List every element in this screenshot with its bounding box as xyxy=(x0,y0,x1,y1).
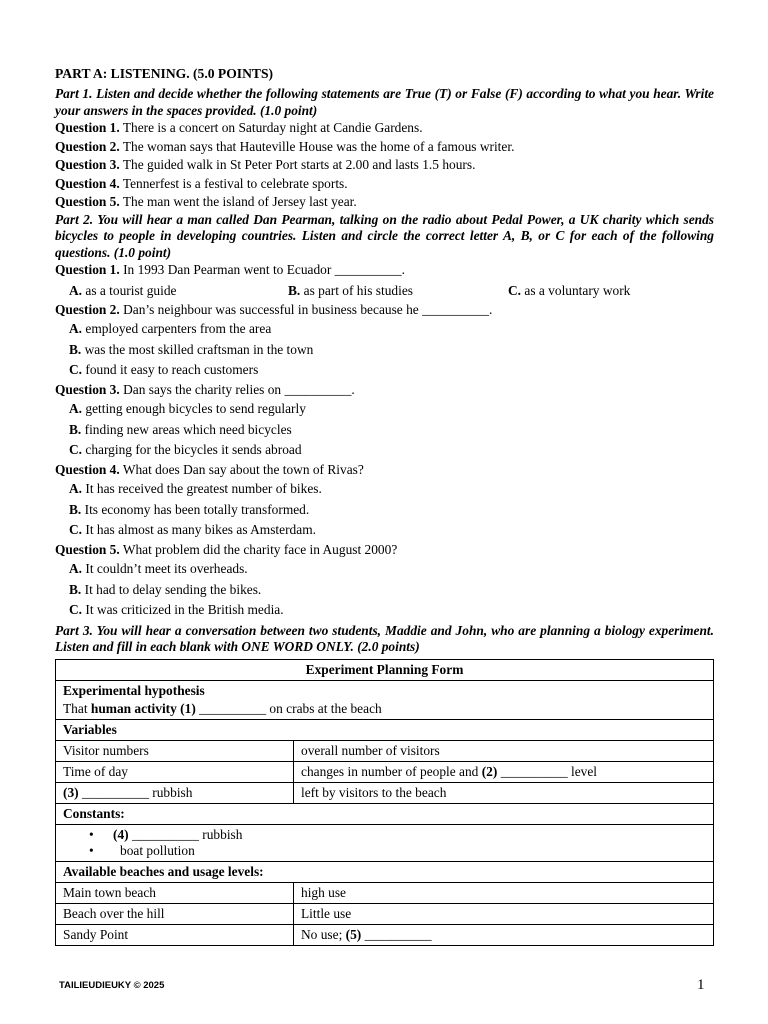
part1-question-5: Question 5. The man went the island of Jersey last year. xyxy=(55,194,357,209)
part1-questions xyxy=(55,119,714,212)
option-a[interactable]: A. as a tourist guide xyxy=(69,282,177,298)
blank-4[interactable]: __________ rubbish xyxy=(128,826,243,842)
table-row: (3) __________ rubbish left by visitors to the beach xyxy=(56,782,714,803)
list-item: • boat pollution xyxy=(89,842,195,858)
part2-question-3: Question 3. Dan says the charity relies on __________. xyxy=(55,381,355,397)
option-a[interactable]: A. It has received the greatest number of bikes. xyxy=(69,481,322,496)
option-b[interactable]: B. as part of his studies xyxy=(288,282,413,298)
part2-question-2: Question 2. Dan’s neighbour was successful in business because he __________. xyxy=(55,301,493,317)
blank-1[interactable]: __________ on crabs at the beach xyxy=(195,700,382,716)
option-b[interactable]: B. finding new areas which need bicycles xyxy=(69,421,292,437)
experiment-planning-form xyxy=(55,659,714,946)
part2-question-4: Question 4. What does Dan say about the town of Rivas? xyxy=(55,461,364,477)
part1-question-3: Question 3. The guided walk in St Peter Port starts at 2.00 and lasts 1.5 hours. xyxy=(55,157,476,172)
table-row: Beach over the hill Little use xyxy=(56,903,714,924)
option-c[interactable]: C. charging for the bicycles it sends abroad xyxy=(69,442,302,457)
table-row: Visitor numbers overall number of visitors xyxy=(56,740,714,761)
part2-instruction: Part 2. You will hear a man called Dan Pearman, talking on the radio about Pedal Power, a UK charity which sends bicycles to people in developing countries. Listen and circle the correct letter A, B, or C for each of the following questions. (1.0 point) xyxy=(55,211,714,260)
list-item: • (4) __________ rubbish xyxy=(89,826,243,842)
hypothesis-heading: Experimental hypothesis xyxy=(63,682,205,698)
table-row: Sandy Point No use; (5) __________ xyxy=(56,924,714,945)
option-c[interactable]: C. It has almost as many bikes as Amsterdam. xyxy=(69,522,316,537)
footer-brand: TAILIEUDIEUKY © 2025 xyxy=(59,980,165,991)
constants-list-cell xyxy=(56,824,714,861)
blank-5[interactable]: __________ xyxy=(361,926,432,942)
option-a[interactable]: A. getting enough bicycles to send regularly xyxy=(69,401,306,416)
hypothesis-cell xyxy=(56,680,714,719)
option-a[interactable]: A. It couldn’t meet its overheads. xyxy=(69,561,248,576)
option-c[interactable]: C. It was criticized in the British media. xyxy=(69,602,284,617)
part2-q1-options xyxy=(69,280,714,301)
option-a[interactable]: A. employed carpenters from the area xyxy=(69,321,272,336)
variables-heading: Variables xyxy=(56,719,714,740)
part3-instruction: Part 3. You will hear a conversation between two students, Maddie and John, who are planning a biology experiment. Listen and fill in each blank with ONE WORD ONLY. (2.0 points) xyxy=(55,622,714,654)
table-row: Main town beach high use xyxy=(56,882,714,903)
part2-question-5: Question 5. What problem did the charity face in August 2000? xyxy=(55,541,398,557)
table-row: Time of day changes in number of people and (2) __________ level xyxy=(56,761,714,782)
part2-question-1: Question 1. In 1993 Dan Pearman went to Ecuador __________. xyxy=(55,262,405,277)
constants-heading: Constants: xyxy=(56,803,714,824)
part1-question-2: Question 2. The woman says that Hauteville House was the home of a famous writer. xyxy=(55,138,515,154)
option-b[interactable]: B. was the most skilled craftsman in the town xyxy=(69,341,314,357)
content xyxy=(55,66,714,946)
part1-instruction: Part 1. Listen and decide whether the following statements are True (T) or False (F) according to what you hear. Write your answers in the spaces provided. (1.0 point) xyxy=(55,86,714,118)
option-c[interactable]: C. as a voluntary work xyxy=(508,282,631,298)
form-title: Experiment Planning Form xyxy=(56,659,714,680)
option-b[interactable]: B. Its economy has been totally transformed. xyxy=(69,501,310,517)
page-number: 1 xyxy=(697,977,705,993)
beaches-heading: Available beaches and usage levels: xyxy=(56,861,714,882)
blank-3[interactable]: __________ rubbish xyxy=(78,784,193,800)
part1-question-1: Question 1. There is a concert on Saturday night at Candie Gardens. xyxy=(55,120,423,135)
constants-list xyxy=(63,827,706,859)
part-a-heading: PART A: LISTENING. (5.0 POINTS) xyxy=(55,66,274,81)
option-b[interactable]: B. It had to delay sending the bikes. xyxy=(69,581,262,597)
part1-question-4: Question 4. Tennerfest is a festival to celebrate sports. xyxy=(55,175,348,191)
option-c[interactable]: C. found it easy to reach customers xyxy=(69,362,259,377)
hypothesis-line: That human activity (1) __________ on crabs at the beach xyxy=(63,700,382,716)
blank-2[interactable]: __________ level xyxy=(497,763,598,779)
